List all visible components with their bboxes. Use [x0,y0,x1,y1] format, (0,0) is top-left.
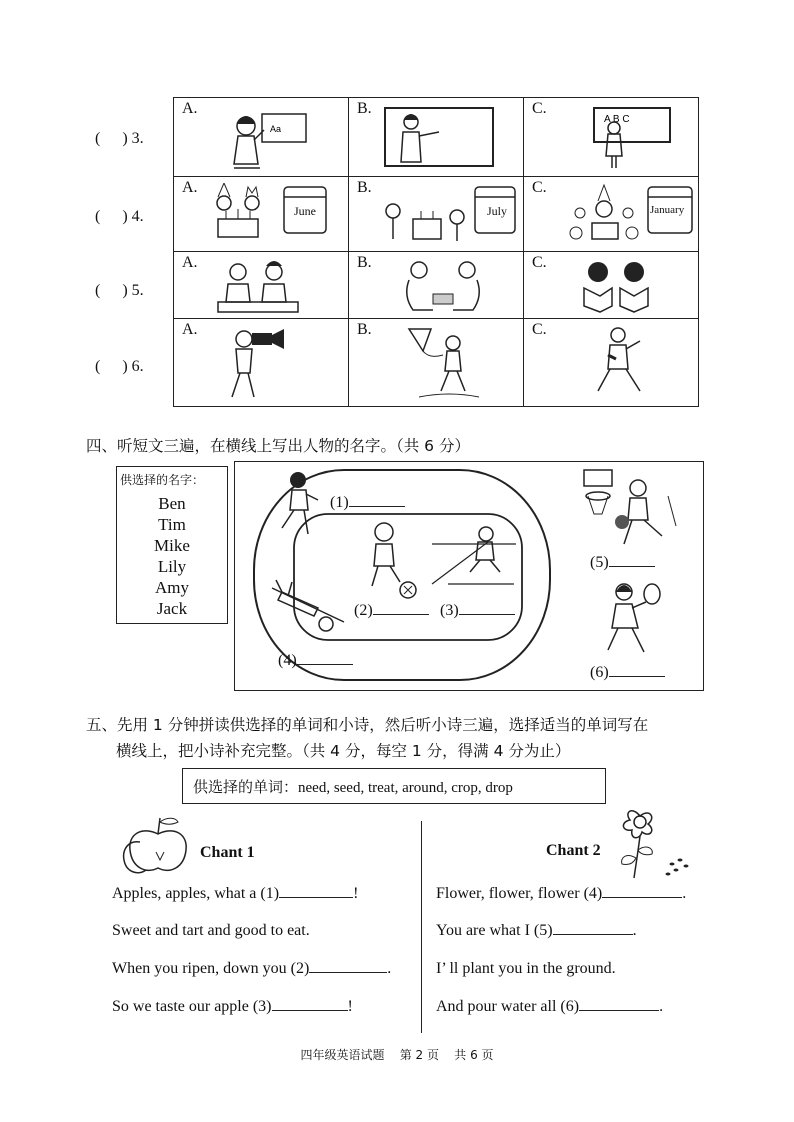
chant-blank-2[interactable] [309,972,387,973]
option-letter: C. [532,100,547,117]
name-option: Lily [157,557,187,576]
blank-1[interactable]: (1) [330,494,405,512]
option-5a[interactable] [174,252,349,319]
picture-options-table [173,97,699,407]
chant-2-title: Chant 2 [546,842,601,859]
chant-blank-5[interactable] [553,934,633,935]
boy-high-jump-icon [268,578,348,638]
chant-blank-3[interactable] [272,1010,348,1011]
calendar-label-june: June [294,204,316,218]
question-6-label: ( ) 6. [95,358,144,375]
birthday-party-january-icon [554,183,694,249]
blank-2[interactable]: (2) [354,602,429,620]
chant-1-line-4: So we taste our apple (3) ! [112,998,353,1015]
option-6c[interactable] [524,319,699,407]
option-letter: A. [182,321,198,338]
svg-text:Aa: Aa [270,124,282,134]
word-bank-text: 供选择的单词：need, seed, treat, around, crop, drop [193,780,513,796]
option-6a[interactable] [174,319,349,407]
part4-heading: 四、听短文三遍，在横线上写出人物的名字。（共 6 分） [86,437,470,455]
option-letter: B. [357,254,372,271]
option-5c[interactable] [524,252,699,319]
question-3-label: ( ) 3. [95,130,144,147]
boy-taking-photo-icon [204,325,314,403]
svg-text:A B C: A B C [604,114,630,125]
option-3a[interactable] [174,98,349,177]
option-4b[interactable] [349,177,524,252]
children-cooking-icon [204,258,314,316]
calendar-label-july: July [487,204,508,218]
option-letter: C. [532,321,547,338]
option-6b[interactable] [349,319,524,407]
name-option: Ben [158,494,186,513]
name-option: Jack [156,599,188,618]
teacher-writing-board-icon [204,104,314,172]
names-box [116,466,228,624]
name-option: Amy [155,578,189,597]
option-letter: A. [182,254,198,271]
option-letter: A. [182,179,198,196]
option-4a[interactable] [174,177,349,252]
word-bank-box [182,768,606,804]
chant-blank-1[interactable] [279,897,353,898]
option-letter: B. [357,321,372,338]
children-reading-icon [554,258,674,316]
boy-basketball-icon [578,466,682,550]
boy-flying-kite-icon [379,325,499,403]
chant-2-line-3: I’ ll plant you in the ground. [436,960,616,977]
children-playing-chess-icon [379,258,499,316]
option-4c[interactable] [524,177,699,252]
names-label: 供选择的名字： [120,473,205,487]
option-3b[interactable] [349,98,524,177]
boy-playing-football-icon [360,520,430,600]
names-list [117,493,227,619]
chant-2-line-2: You are what I (5) . [436,922,637,939]
chant-blank-4[interactable] [602,897,682,898]
name-option: Mike [154,536,190,555]
option-letter: A. [182,100,198,117]
blank-4[interactable]: (4) [278,652,353,670]
chant-1-line-2: Sweet and tart and good to eat. [112,922,310,939]
option-letter: B. [357,179,372,196]
question-4-label: ( ) 4. [95,208,144,225]
option-letter: C. [532,179,547,196]
boy-running-icon [272,470,328,540]
chant-1-line-3: When you ripen, down you (2) . [112,960,392,977]
chant-blank-6[interactable] [579,1010,659,1011]
birthday-party-june-icon [204,183,344,249]
question-5-label: ( ) 5. [95,282,144,299]
boy-long-jump-icon [428,520,518,600]
boy-kung-fu-icon [554,325,674,403]
chant-1-title: Chant 1 [200,844,255,861]
girl-abc-board-icon [554,104,674,172]
option-letter: C. [532,254,547,271]
option-3c[interactable] [524,98,699,177]
option-5b[interactable] [349,252,524,319]
flower-seeds-icon [610,806,696,882]
page-footer: 四年级英语试题 第 2 页 共 6 页 [300,1048,494,1062]
girl-tennis-icon [598,580,668,658]
blank-3[interactable]: (3) [440,602,515,620]
apples-icon [118,812,194,878]
part5-heading-line2: 横线上，把小诗补充完整。（共 4 分，每空 1 分，得满 4 分为止） [116,742,571,760]
teacher-pointing-board-icon [379,104,499,172]
blank-6[interactable]: (6) [590,664,665,682]
chant-2-line-4: And pour water all (6) . [436,998,664,1015]
chant-divider [421,821,422,1033]
chant-1-line-1: Apples, apples, what a (1) ! [112,885,359,902]
part5-heading-line1: 五、先用 1 分钟拼读供选择的单词和小诗，然后听小诗三遍，选择适当的单词写在 [86,716,649,734]
blank-5[interactable]: (5) [590,554,655,572]
option-letter: B. [357,100,372,117]
name-option: Tim [158,515,186,534]
chant-2-line-1: Flower, flower, flower (4) . [436,885,687,902]
calendar-label-january: January [650,204,685,216]
